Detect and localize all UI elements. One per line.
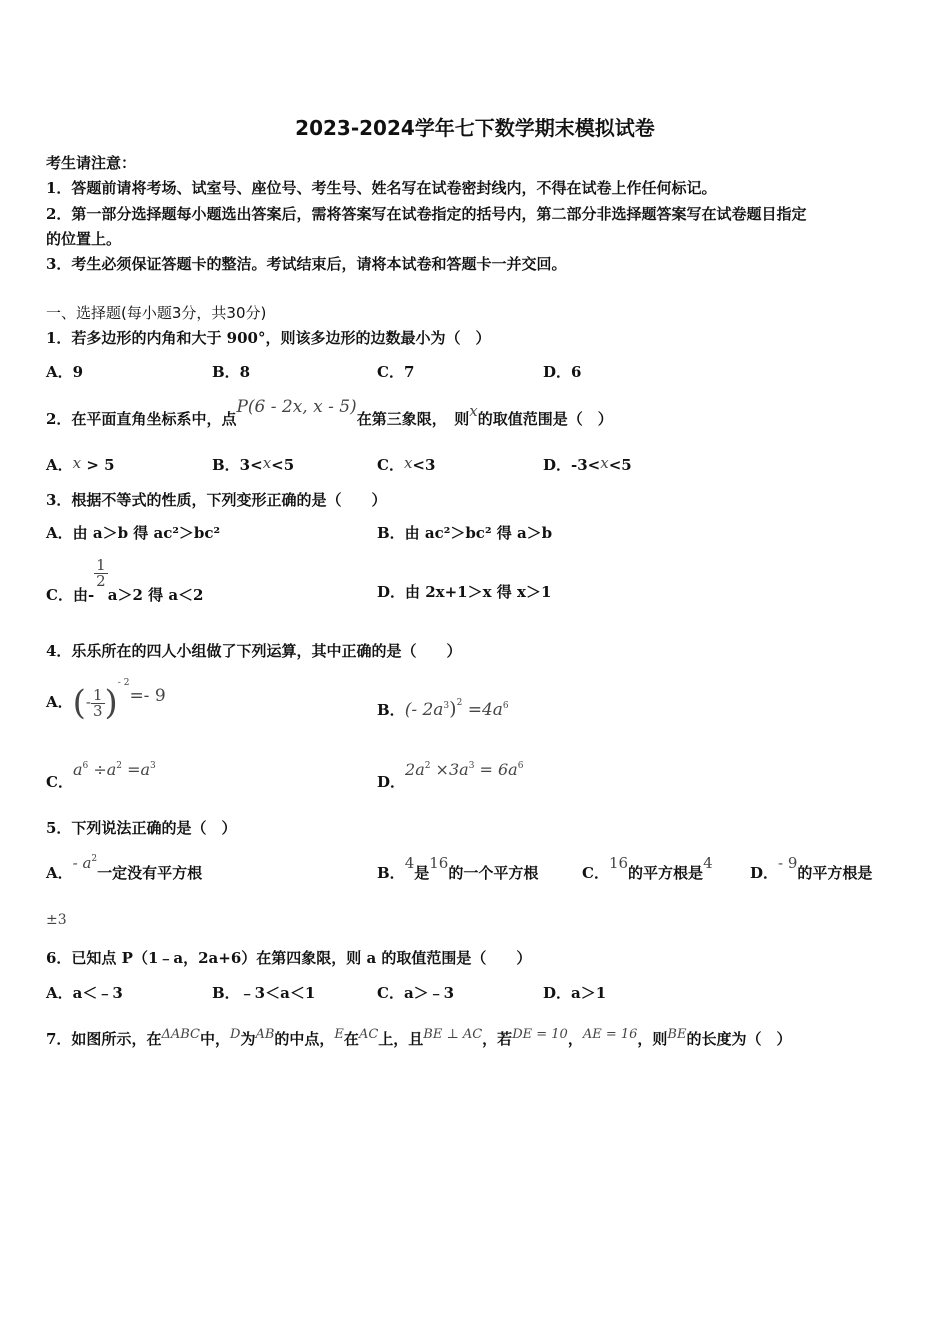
option-label: A． — [46, 864, 73, 882]
q6-option-b: B．﹣3＜a＜1 — [212, 984, 316, 1002]
fraction-denominator: 2 — [96, 572, 106, 590]
q7-math: E — [334, 1027, 344, 1042]
option-text: 的平方根是 — [797, 864, 873, 882]
q5-option-d-continuation: ±3 — [46, 912, 67, 928]
q4-option-a — [46, 678, 166, 728]
q7-math: BE — [667, 1027, 687, 1042]
q7-text: 为 — [240, 1030, 256, 1048]
option-math: - 9 — [778, 854, 798, 872]
q3-option-d: D．由 2x+1＞x 得 x＞1 — [377, 583, 552, 601]
q5-option-a — [46, 852, 203, 882]
exponent: 6 — [82, 761, 89, 771]
option-math: a — [72, 760, 83, 779]
option-text: > 5 — [81, 456, 115, 474]
q7-math: DE = 10 — [512, 1027, 568, 1042]
option-text: 是 — [414, 864, 430, 882]
q2-option-c — [377, 454, 435, 475]
option-math: x — [600, 454, 609, 472]
option-math: 2a — [405, 760, 425, 779]
notice-heading: 考生请注意： — [46, 154, 137, 172]
q5-option-b — [377, 852, 539, 882]
option-math: 16 — [429, 854, 449, 872]
q7-math: AC — [358, 1027, 379, 1042]
q2-text: 的取值范围是（ ） — [477, 410, 613, 428]
option-math: = 6a — [474, 760, 518, 779]
exponent: 2 — [116, 761, 122, 771]
option-label: D． — [377, 773, 406, 791]
q7-text: ，若 — [482, 1030, 513, 1048]
fraction-denominator: 3 — [92, 701, 103, 720]
q6-option-d: D．a＞1 — [543, 984, 607, 1002]
option-math: 16 — [608, 854, 629, 872]
option-math: - — [85, 693, 91, 711]
q1-option-c: C．7 — [377, 363, 415, 381]
exponent: 2 — [91, 854, 98, 864]
q7-math: D — [230, 1027, 241, 1042]
question-3-stem: 3．根据不等式的性质，下列变形正确的是（ ） — [46, 491, 387, 509]
q1-option-a: A．9 — [46, 363, 84, 381]
option-math: x — [72, 454, 82, 472]
q7-text: ， — [567, 1030, 583, 1048]
q7-text: 的长度为（ ） — [686, 1030, 792, 1048]
question-2-stem — [46, 397, 613, 429]
option-text: <5 — [271, 456, 295, 474]
fraction-numerator: 1 — [92, 685, 103, 704]
question-1-stem: 1．若多边形的内角和大于 900°，则该多边形的边数最小为（ ） — [46, 329, 491, 347]
notice-item: 1．答题前请将考场、试室号、座位号、考生号、姓名写在试卷密封线内，不得在试卷上作任何标记。 — [46, 179, 717, 197]
option-math: ) — [449, 698, 457, 720]
option-math: ÷a — [88, 760, 117, 779]
notice-item: 2．第一部分选择题每小题选出答案后，需将答案写在试卷指定的括号内，第二部分非选择题答案写在试卷题目指定 — [46, 205, 807, 223]
fraction-numerator: 1 — [96, 556, 106, 574]
option-label: B． — [377, 864, 405, 882]
q3-option-a: A．由 a＞b 得 ac²＞bc² — [46, 524, 221, 542]
paren-close: ) — [104, 683, 118, 723]
question-6-stem: 6．已知点 P（1﹣a，2a+6）在第四象限，则 a 的取值范围是（ ） — [46, 949, 532, 967]
q7-math: ΔABC — [161, 1027, 200, 1042]
exponent: 3 — [443, 701, 450, 711]
q3-option-b: B．由 ac²＞bc² 得 a＞b — [377, 524, 553, 542]
section-heading: 一、选择题(每小题3分，共30分) — [46, 304, 267, 322]
option-math: x — [403, 454, 413, 472]
option-label: C． — [46, 773, 73, 791]
option-text: 一定没有平方根 — [97, 864, 203, 882]
q1-option-d: D．6 — [543, 363, 582, 381]
option-math: =4a — [462, 700, 503, 720]
notice-item: 的位置上。 — [46, 230, 122, 248]
q6-option-a: A．a＜﹣3 — [46, 984, 123, 1002]
q7-text: 7．如图所示，在 — [46, 1030, 162, 1048]
q4-option-b — [377, 698, 509, 720]
q4-option-d — [377, 759, 524, 791]
q7-math: AE = 16 — [582, 1027, 638, 1042]
page-title: 2023-2024学年七下数学期末模拟试卷 — [295, 116, 655, 140]
option-math: =a — [122, 760, 151, 779]
exponent: 3 — [468, 761, 475, 771]
q2-var-math: x — [469, 402, 478, 420]
q2-point-math: P(6 - 2x, x - 5) — [236, 397, 357, 417]
notice-item: 3．考生必须保证答题卡的整洁。考试结束后，请将本试卷和答题卡一并交回。 — [46, 255, 567, 273]
exponent: - 2 — [117, 678, 130, 688]
option-text: C．由- — [46, 585, 95, 604]
question-7-stem — [46, 1028, 791, 1049]
exponent: 6 — [517, 761, 524, 771]
option-text: a＞2 得 a＜2 — [107, 585, 204, 604]
q5-option-c — [582, 852, 713, 882]
option-label: C． — [377, 456, 404, 474]
q3-option-c — [46, 556, 204, 604]
option-text: 的平方根是 — [628, 864, 704, 882]
exponent: 2 — [456, 698, 463, 708]
fraction — [91, 685, 105, 720]
option-math: - a — [72, 854, 92, 872]
q7-text: 在 — [343, 1030, 359, 1048]
exponent: 6 — [502, 701, 509, 711]
q7-text: 中， — [199, 1030, 230, 1048]
option-label: B． — [377, 701, 405, 719]
option-label: D． — [750, 864, 779, 882]
option-label: C． — [582, 864, 609, 882]
q2-text: 在第三象限， 则 — [356, 410, 470, 428]
exponent: 2 — [424, 761, 431, 771]
q2-option-a — [46, 454, 115, 475]
option-math: ×3a — [430, 760, 469, 779]
option-label: D．-3< — [543, 456, 601, 474]
q2-text: 2．在平面直角坐标系中，点 — [46, 410, 237, 428]
q5-option-d — [750, 852, 873, 882]
option-label: A． — [46, 693, 73, 711]
q4-option-c — [46, 759, 156, 791]
option-math: 4 — [703, 854, 713, 872]
option-math: (- 2a — [404, 700, 444, 720]
q7-text: 的中点， — [274, 1030, 335, 1048]
option-math: 4 — [404, 854, 415, 872]
q7-math: BE ⊥ AC — [423, 1027, 483, 1042]
option-math: =- 9 — [129, 686, 166, 706]
q7-text: ，则 — [637, 1030, 668, 1048]
fraction — [94, 558, 108, 589]
option-text: 的一个平方根 — [448, 864, 539, 882]
option-text: <3 — [412, 456, 436, 474]
exponent: 3 — [150, 761, 156, 771]
q1-option-b: B．8 — [212, 363, 251, 381]
paren-open: ( — [72, 683, 86, 723]
question-4-stem: 4．乐乐所在的四人小组做了下列运算，其中正确的是（ ） — [46, 642, 462, 660]
q2-option-b — [212, 454, 294, 475]
option-text: <5 — [608, 456, 632, 474]
option-label: A． — [46, 456, 73, 474]
q7-math: AB — [255, 1027, 275, 1042]
q7-text: 上，且 — [378, 1030, 424, 1048]
question-5-stem: 5．下列说法正确的是（ ） — [46, 819, 237, 837]
q2-option-d — [543, 454, 632, 475]
option-label: B．3< — [212, 456, 263, 474]
q6-option-c: C．a＞﹣3 — [377, 984, 455, 1002]
option-math: x — [262, 454, 272, 472]
